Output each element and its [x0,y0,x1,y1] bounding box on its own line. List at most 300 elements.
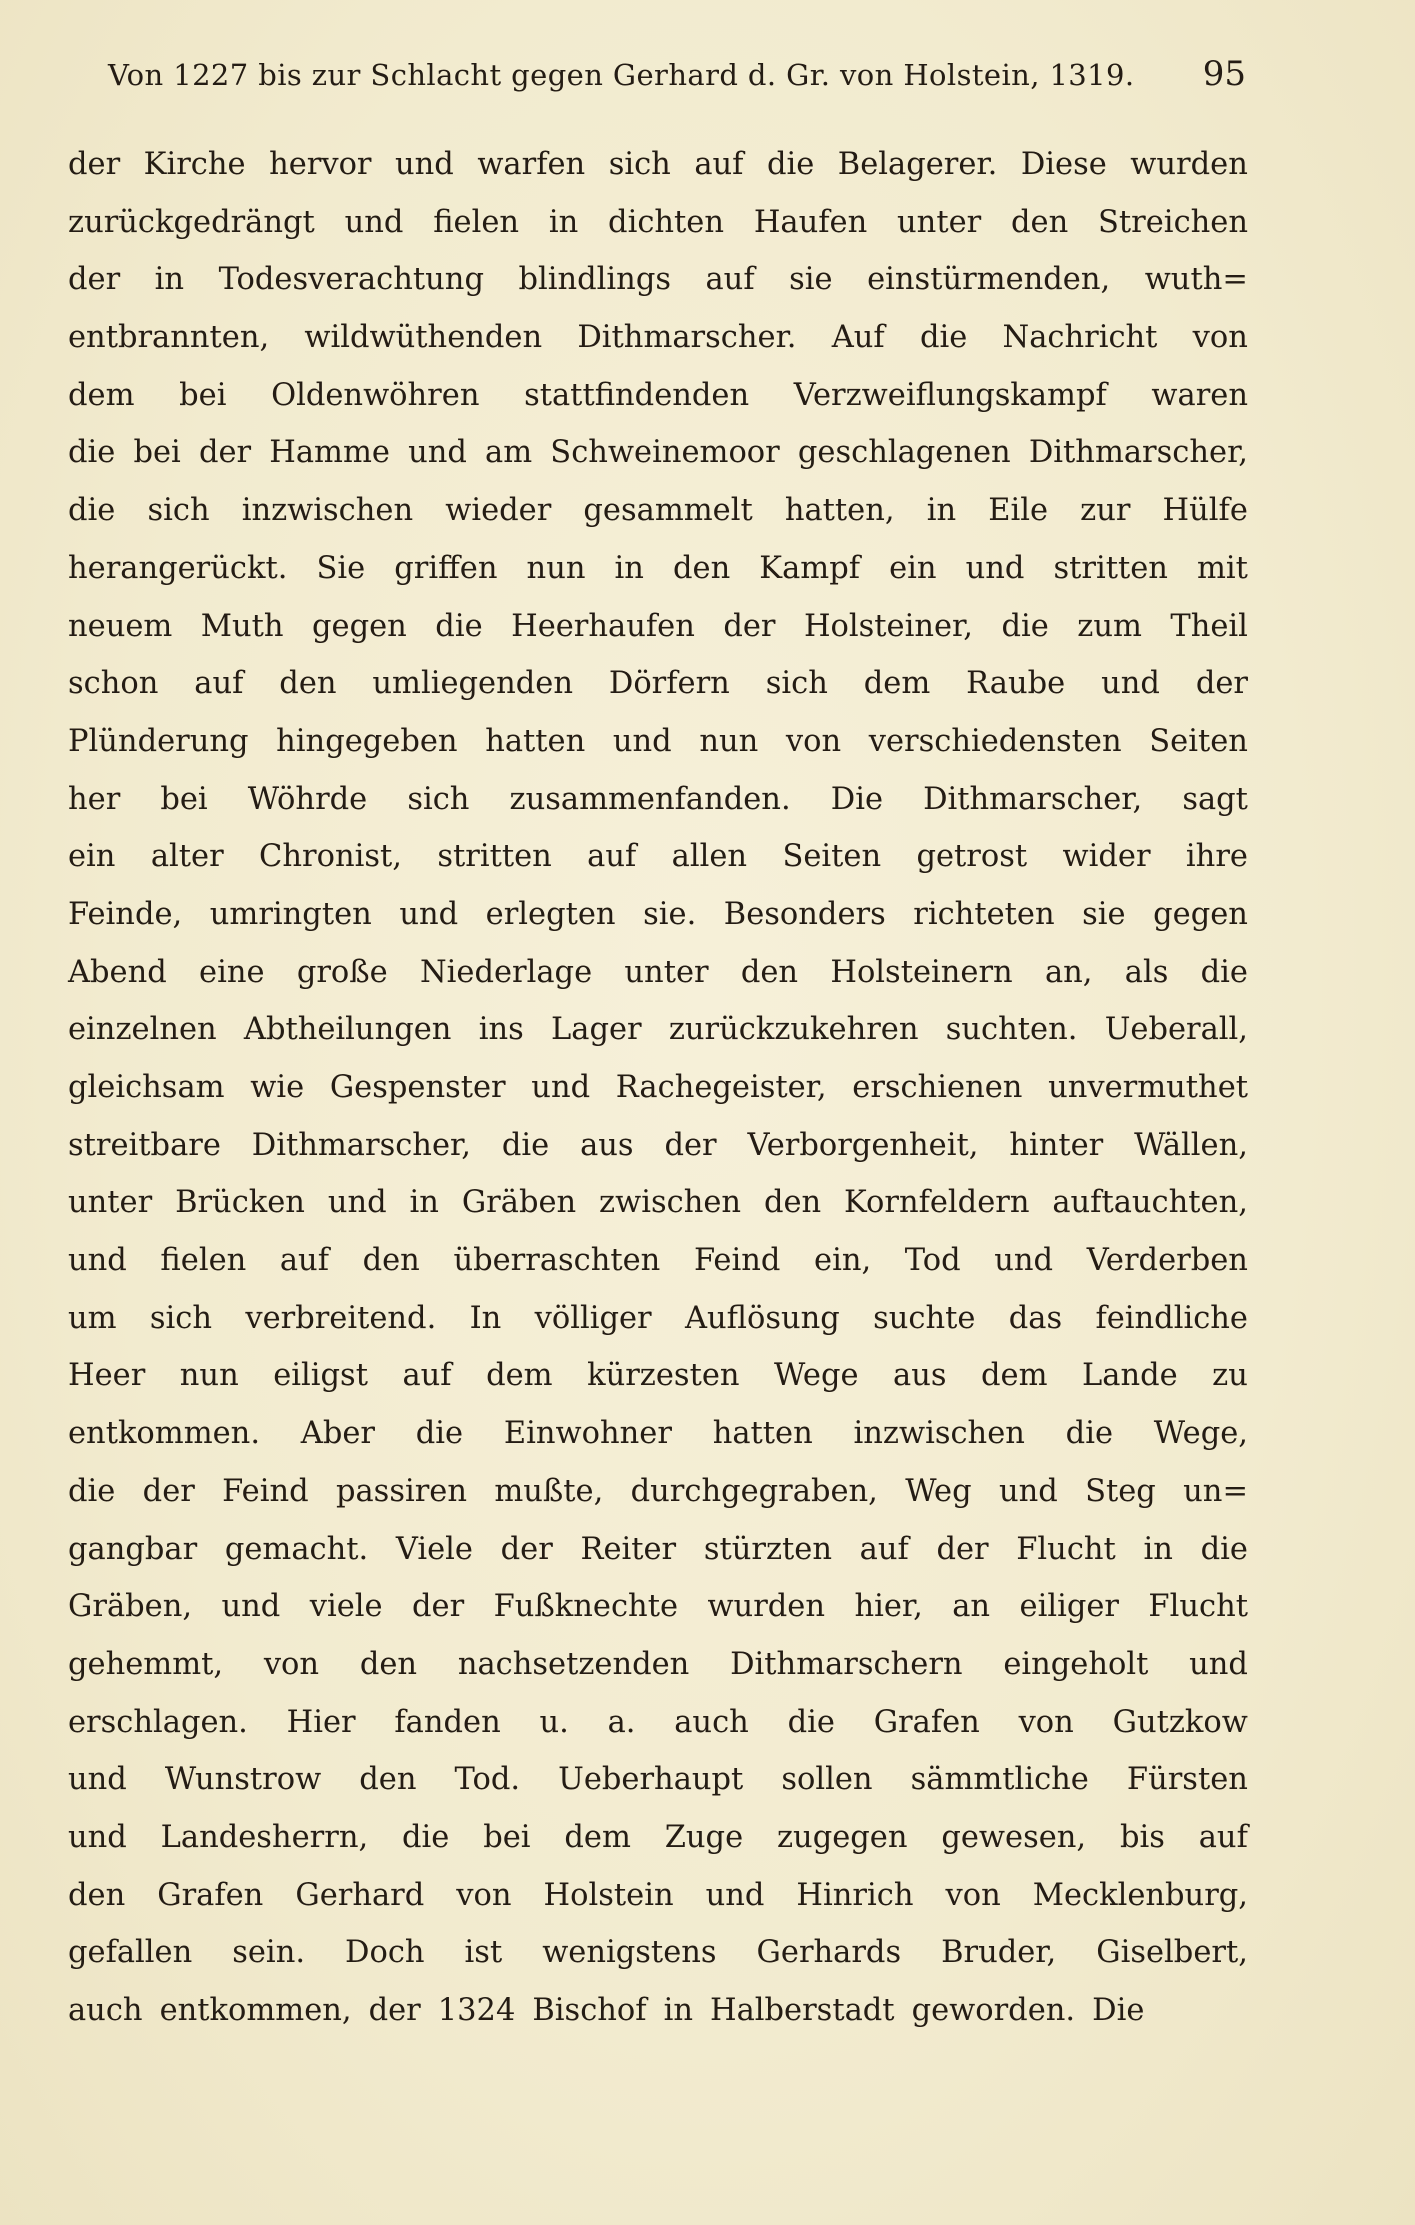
word: Landesherrn, [160,1819,369,1855]
word: große [296,954,388,990]
word: die [1065,1416,1114,1452]
word: suchte [873,1300,976,1336]
word: Ueberhaupt [558,1762,744,1798]
word: Besonders [723,896,886,932]
word: Flucht [1148,1589,1248,1625]
word: Plünderung [68,723,249,759]
word: und [399,896,459,932]
word: bis [1119,1819,1165,1855]
word: dem [68,377,135,413]
word: den [740,954,799,990]
word: wenigstens [542,1935,717,1971]
word: Bischof [532,1993,647,2028]
word: eine [199,954,265,990]
word: Die [1092,1993,1145,2028]
word: geschlagenen [797,435,1011,471]
word: eiligst [273,1358,368,1394]
word: neuem [68,608,173,644]
text-line [68,1059,1248,1117]
word: fielen [160,1243,247,1279]
word: Eile [988,493,1049,529]
text-line [68,1174,1248,1232]
word: dem [981,1358,1048,1394]
word: dem [564,1819,631,1855]
word: hatten, [784,493,895,529]
word: Holsteinern [830,954,1013,990]
word: den [359,1762,417,1798]
word: In [469,1300,502,1336]
text-line [68,424,1248,482]
word: sein. [232,1935,306,1971]
word: herangerückt. [68,550,288,586]
word: unter [68,1185,153,1221]
word: Kirche [143,147,246,182]
text-line [68,1924,1248,1982]
word: sich [765,666,828,702]
word: dichten [608,204,725,240]
word: auf [705,262,755,298]
word: zu [1212,1358,1248,1394]
word: in [926,493,957,529]
word: Doch [345,1935,425,1971]
word: Gräben [461,1185,577,1221]
text-line [68,367,1248,425]
word: nachsetzenden [457,1646,690,1682]
word: und [1189,1646,1248,1682]
word: die [68,1473,116,1509]
word: hatten [712,1416,813,1452]
text-line [68,1290,1248,1348]
word: der [500,1531,553,1567]
word: sie [789,262,833,298]
word: Wöhrde [247,781,368,817]
word: entkommen, [159,1993,352,2028]
word: der [412,1589,465,1625]
word: auf [587,839,637,875]
word: Bruder, [941,1935,1057,1971]
word: Tod. [454,1762,521,1798]
word: unvermuthet [1048,1070,1248,1105]
word: zurückgedrängt [68,204,315,240]
word: den [68,1877,126,1913]
word: an [952,1589,991,1625]
running-title: Von 1227 bis zur Schlacht gegen Gerhard d. Gr. von Holstein, 1319. [108,58,1135,92]
word: und [395,147,454,182]
word: Haufen [753,204,868,240]
text-line [68,1232,1248,1290]
word: die [415,1416,464,1452]
word: sollen [781,1762,873,1798]
word: ihre [1185,839,1248,875]
word: Belagerer. [837,147,998,182]
word: ein [889,550,937,586]
word: die [1200,1531,1248,1567]
word: nun [179,1358,239,1394]
word: Verderben [1086,1243,1248,1279]
word: als [1124,954,1169,990]
word: zur [1080,493,1131,529]
word: Ueberall, [1104,1012,1248,1048]
word: Lager [551,1012,642,1048]
word: die [68,493,116,529]
word: allen [671,839,748,875]
word: Einwohner [503,1416,672,1452]
word: von [1018,1704,1074,1740]
text-line [68,713,1248,771]
text-line [68,1982,1248,2040]
word: richteten [913,896,1055,932]
word: wieder [445,493,552,529]
word: einstürmenden, [867,262,1111,298]
word: von [456,1877,512,1913]
text-line [68,598,1248,656]
word: Theil [1170,608,1248,644]
word: Todesverachtung [218,262,484,298]
word: Schweinemoor [550,435,780,471]
word: mußte, [494,1473,604,1509]
word: Niederlage [419,954,593,990]
word: überraschten [453,1243,661,1279]
word: sagt [1182,781,1248,817]
word: un= [1183,1473,1248,1509]
word: sie [1082,896,1126,932]
word: aus [580,1127,634,1163]
word: Holsteiner, [803,608,973,644]
word: die [402,1819,450,1855]
word: Verzweiflungskampf [793,377,1107,413]
word: feindliche [1095,1300,1248,1336]
word: Lande [1082,1358,1178,1394]
word: und [612,723,672,759]
text-line [68,1405,1248,1463]
text-line [68,944,1248,1002]
word: 1324 [437,1993,516,2028]
word: Feind [693,1243,781,1279]
word: Oldenwöhren [271,377,480,413]
word: nun [526,550,586,586]
word: gemacht. [224,1531,369,1567]
word: Hier [286,1704,356,1740]
word: Dörfern [608,666,730,702]
word: Dithmarscher. [577,320,797,356]
word: dem [863,666,931,702]
word: wurden [707,1589,825,1625]
word: entkommen. [68,1416,261,1452]
word: ist [464,1935,503,1971]
word: Halberstadt [709,1993,895,2028]
word: blindlings [518,262,671,298]
word: Wege, [1153,1416,1248,1452]
word: unter [624,954,709,990]
word: Abend [68,954,167,990]
word: den [1011,204,1069,240]
word: wuth= [1144,262,1248,298]
word: und [705,1877,765,1913]
word: Muth [200,608,284,644]
word: stritten [437,839,552,875]
word: auf [1198,1819,1248,1855]
word: Fußknechte [493,1589,678,1625]
word: von [1192,320,1248,356]
word: völliger [534,1300,652,1336]
word: Weg [905,1473,972,1509]
word: auch [68,1993,143,2028]
word: erschlagen. [68,1704,248,1740]
word: zugegen [776,1819,908,1855]
word: her [68,781,121,817]
text-line [68,309,1248,367]
word: den [359,1646,418,1682]
word: die [766,147,815,182]
word: der [1195,666,1248,702]
word: sich [149,1300,213,1336]
word: schon [68,666,159,702]
word: den [362,1243,420,1279]
word: Gerhards [756,1935,902,1971]
word: Grafen [873,1704,980,1740]
word: Raube [966,666,1066,702]
word: der [142,1473,195,1509]
word: aus [893,1358,947,1394]
word: der [723,608,776,644]
text-line [68,886,1248,944]
word: der [198,435,252,471]
word: dem [486,1358,553,1394]
word: u. [539,1704,569,1740]
page-number: 95 [1202,54,1246,94]
word: hatten [485,723,586,759]
word: sich [407,781,470,817]
text-line [68,540,1248,598]
word: ein, [814,1243,872,1279]
text-line [68,251,1248,309]
word: umliegenden [372,666,573,702]
word: den [763,1185,822,1221]
word: Hülfe [1162,493,1248,529]
text-line [68,771,1248,829]
word: durchgegraben, [630,1473,878,1509]
word: den [673,550,731,586]
word: geworden. [911,1993,1076,2028]
word: Diese [1020,147,1107,182]
word: Mecklenburg, [1032,1877,1248,1913]
word: griffen [394,550,498,586]
word: Hamme [269,435,390,471]
text-line [68,1521,1248,1579]
word: fanden [394,1704,501,1740]
word: in [614,550,644,586]
word: Sie [316,550,366,586]
word: Dithmarschern [730,1646,963,1682]
word: und [965,550,1025,586]
word: bei [160,781,208,817]
word: streitbare [68,1127,221,1163]
word: auf [402,1358,452,1394]
word: Giselbert, [1096,1935,1248,1971]
word: Gespenster [329,1070,506,1105]
word: einzelnen [68,1012,217,1048]
word: viele [309,1589,383,1625]
word: entbrannten, [68,320,270,356]
word: an, [1044,954,1093,990]
word: Steg [1085,1473,1156,1509]
word: um [68,1300,117,1336]
word: wildwüthenden [304,320,543,356]
word: und [68,1819,127,1855]
word: gewesen, [941,1819,1087,1855]
word: auf [694,147,744,182]
word: Zuge [664,1819,744,1855]
text-line [68,1751,1248,1809]
word: auf [859,1531,909,1567]
word: die [1200,954,1248,990]
word: hingegeben [276,723,458,759]
text-line [68,1117,1248,1175]
word: Nachricht [1002,320,1158,356]
word: nun [699,723,759,759]
word: Seiten [1149,723,1248,759]
word: verschiedensten [868,723,1122,759]
word: Wunstrow [164,1762,322,1798]
word: das [1008,1300,1063,1336]
word: stritten [1053,550,1168,586]
word: und [68,1243,127,1279]
word: gesammelt [583,493,753,529]
word: sich [608,147,671,182]
word: am [485,435,533,471]
word: Die [830,781,883,817]
word: Flucht [1016,1531,1116,1567]
word: gleichsam [68,1070,225,1105]
text-line [68,1867,1248,1925]
word: in [409,1185,439,1221]
word: hier, [854,1589,923,1625]
word: sie. [643,896,697,932]
word: gehemmt, [68,1646,224,1682]
word: in [663,1993,693,2028]
text-line [68,1463,1248,1521]
word: warfen [477,147,586,182]
text-line [68,1809,1248,1867]
word: unter [897,204,982,240]
word: Streichen [1098,204,1248,240]
word: und [998,1473,1058,1509]
word: zurückzukehren [668,1012,919,1048]
word: gegen [1153,896,1248,932]
word: stattfindenden [524,377,750,413]
word: den [279,666,337,702]
body-text [68,136,1248,2040]
word: Auflösung [684,1300,840,1336]
word: der [68,262,121,298]
word: der [936,1531,989,1567]
word: in [1143,1531,1173,1567]
word: Kornfeldern [844,1185,1030,1221]
word: zusammenfanden. [509,781,791,817]
word: Rachegeister, [615,1070,827,1105]
word: bei [483,1819,531,1855]
word: umringten [209,896,372,932]
word: Verborgenheit, [747,1127,979,1163]
text-line [68,655,1248,713]
word: Brücken [175,1185,305,1221]
word: Abtheilungen [243,1012,452,1048]
word: Reiter [580,1531,677,1567]
word: und [408,435,467,471]
word: stürzten [703,1531,832,1567]
word: sich [147,493,210,529]
text-line [68,136,1248,194]
word: zum [1077,608,1142,644]
word: die [501,1127,550,1163]
word: Heer [68,1358,146,1394]
word: mit [1196,550,1248,586]
word: Kampf [759,550,861,586]
text-line [68,482,1248,540]
word: und [327,1185,387,1221]
word: zwischen [599,1185,742,1221]
text-line [68,828,1248,886]
word: suchten. [945,1012,1078,1048]
text-line [68,1001,1248,1059]
word: von [263,1646,320,1682]
word: gegen [312,608,407,644]
word: kürzesten [587,1358,740,1394]
text-line [68,194,1248,252]
word: von [945,1877,1001,1913]
word: waren [1151,377,1248,413]
word: und [221,1589,281,1625]
word: eiliger [1019,1589,1119,1625]
word: Gräben, [68,1589,193,1625]
word: Feinde, [68,896,183,932]
word: auch [674,1704,749,1740]
word: Viele [395,1531,473,1567]
word: Dithmarscher, [1028,435,1248,471]
word: und [68,1762,127,1798]
word: fielen [433,204,520,240]
word: in [548,204,579,240]
word: hervor [269,147,372,182]
word: wider [1062,839,1151,875]
word: erlegten [485,896,616,932]
word: in [154,262,185,298]
word: gefallen [68,1935,193,1971]
word: die [919,320,968,356]
word: und [344,204,404,240]
word: und [1101,666,1160,702]
word: die [68,435,116,471]
word: inzwischen [853,1416,1025,1452]
word: ein [68,839,116,875]
text-line [68,1578,1248,1636]
text-line [68,1347,1248,1405]
word: Dithmarscher, [923,781,1143,817]
word: bei [133,435,181,471]
word: Feind [222,1473,309,1509]
word: der [68,147,121,182]
word: wie [250,1070,305,1105]
word: erschienen [852,1070,1023,1105]
word: auftauchten, [1052,1185,1248,1221]
word: Heerhaufen [511,608,695,644]
word: alter [150,839,224,875]
word: Seiten [782,839,882,875]
word: eingeholt [1003,1646,1149,1682]
word: bei [179,377,227,413]
word: wurden [1130,147,1248,182]
word: Dithmarscher, [251,1127,471,1163]
